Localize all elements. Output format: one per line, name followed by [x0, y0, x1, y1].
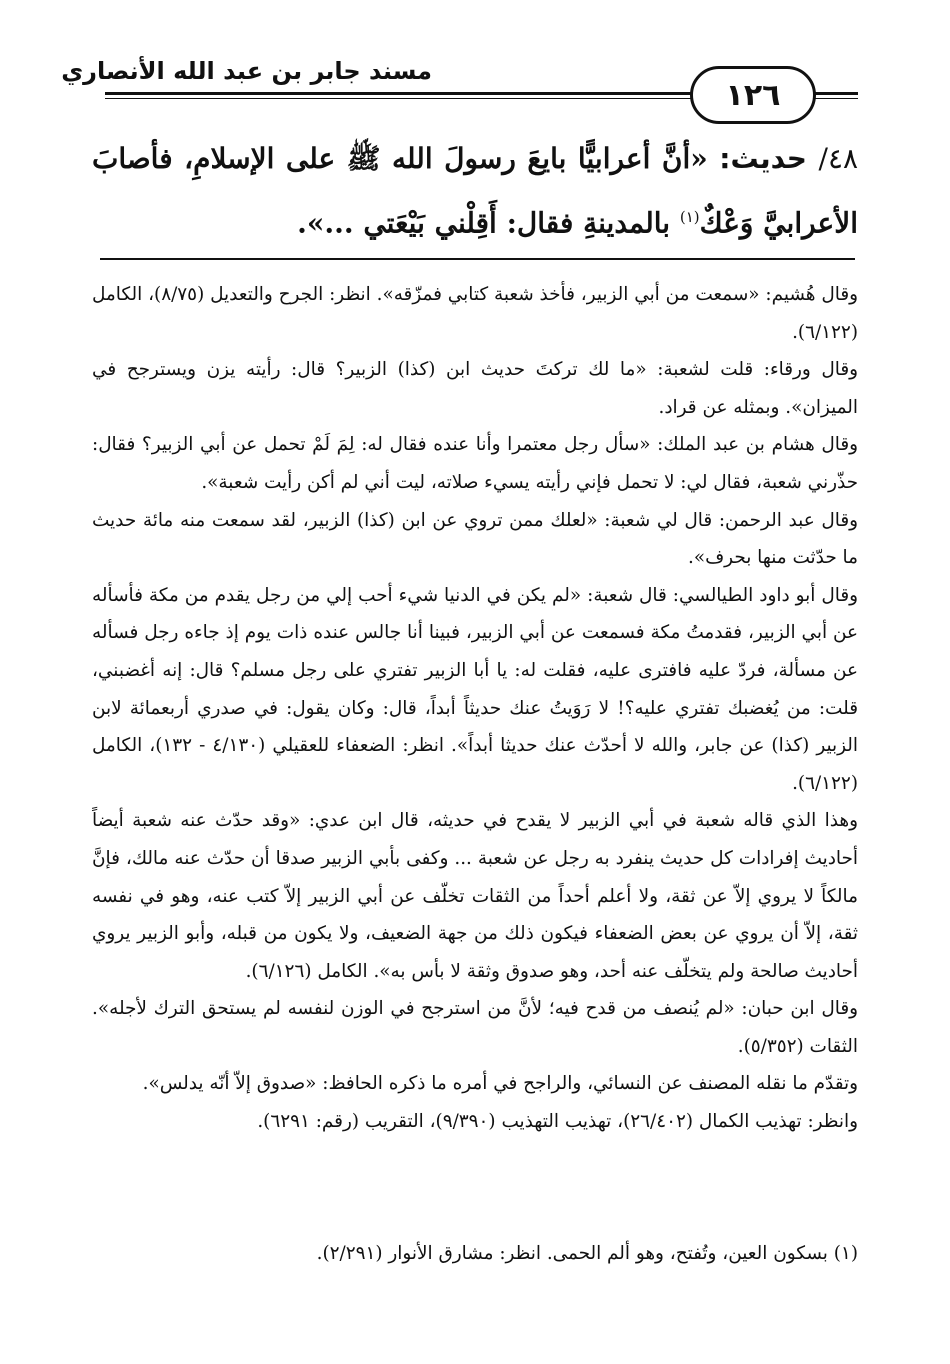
paragraph-hisham: وقال هشام بن عبد الملك: «سأل رجل معتمرا وأنا عنده فقال له: لِمَ لَمْ تحمل عن أبي الزبير؟ فقال: حذّرني شعبة، فقال لي: لا تحمل فإني رأيته يسيء صلاته، ليت أني لم أكن رأيت شعبة». [92, 434, 858, 493]
paragraph-tayalisi: وقال أبو داود الطيالسي: قال شعبة: «لم يكن في الدنيا شيء أحب إلي من رجل يقدم من مكة فأسأله عن أبي الزبير، فقدمتُ مكة فسمعت عن أبي الزبير، فبينا أنا جالس عنده ذات يوم إذ جاءه رجل فسأله عن مسألة، فردّ عليه فافترى عليه، فقلت له: يا أبا الزبير تفتري على رجل مسلم؟ قال: إنه أغضبني، قلت: من يُغضبك تفتري عليه؟! لا رَوَيتُ عنك حديثاً أبداً، قال: وكان يقول: في صدري أربعمائة لابن الزبير (كذا) عن جابر، والله لا أحدّث عنك حديثا أبداً». انظر: الضعفاء للعقيلي (٤/١٣٠ - ١٣٢)، الكامل (٦/١٢٢). [92, 584, 858, 794]
hadith-heading [92, 130, 858, 252]
hadith-number: ٤٨/ [818, 142, 859, 175]
page-number-badge [690, 66, 816, 124]
paragraph-nasai: وتقدّم ما نقله المصنف عن النسائي، والراجح في أمره ما ذكره الحافظ: «صدوق إلاّ أنّه يدلس». [142, 1073, 858, 1095]
footnote-marker[interactable]: (١) [679, 208, 700, 226]
hadith-text: «أنَّ أعرابيًّا بايعَ رسولَ الله ﷺ على الإسلامِ، فأصابَ الأعرابيَّ وَعْكٌ [92, 142, 858, 240]
paragraph-hushaym: وقال هُشيم: «سمعت من أبي الزبير، فأخذ شعبة كتابي فمزّقه». انظر: الجرح والتعديل (٨/٧٥)، الكامل (٦/١٢٢). [92, 284, 858, 343]
paragraph-warqa: وقال ورقاء: قلت لشعبة: «ما لك تركتَ حديث ابن (كذا) الزبير؟ قال: رأيته يزن ويسترجح في الميزان». وبمثله عن قراد. [92, 359, 858, 418]
paragraph-ibn-hibban: وقال ابن حبان: «لم يُنصف من قدح فيه؛ لأنَّ من استرجح في الوزن لنفسه لم يستحق الترك لأجله». الثقات (٥/٣٥٢). [92, 998, 858, 1057]
paragraph-references: وانظر: تهذيب الكمال (٢٦/٤٠٢)، تهذيب التهذيب (٩/٣٩٠)، التقريب (رقم: ٦٢٩١). [257, 1111, 858, 1133]
paragraph-ibn-adi: وهذا الذي قاله شعبة في أبي الزبير لا يقدح في حديثه، قال ابن عدي: «وقد حدّث عنه شعبة أيضاً أحاديث إفرادات كل حديث ينفرد به رجل عن شعبة ... وكفى بأبي الزبير صدقا أن حدّث عنه مالك، فإنَّ مالكاً لا يروي إلاّ عن ثقة، ولا أعلم أحداً من الثقات تخلّف عن أبي الزبير إلاّ كتب عنه، وهو في نفسه ثقة، إلاّ أن يروي عن بعض الضعفاء فيكون ذلك من جهة الضعيف، ولا يكون من قبله، وأبو الزبير يروي أحاديث صالحة ولم يتخلّف عنه أحد، وهو صدوق وثقة لا بأس به». الكامل (٦/١٢٦). [92, 810, 858, 982]
heading-divider [100, 258, 855, 260]
page-number: ١٢٦ [725, 77, 781, 113]
paragraph-abdulrahman: وقال عبد الرحمن: قال لي شعبة: «لعلك ممن تروي عن ابن (كذا) الزبير، لقد سمعت منه مائة حديث ما حدّثت منها بحرف». [92, 509, 858, 569]
commentary-text [92, 276, 858, 1141]
footnote: (١) بسكون العين، وتُفتح، وهو ألم الحمى. انظر: مشارق الأنوار (٢/٢٩١). [316, 1243, 858, 1264]
hadith-label: حديث: [719, 142, 807, 175]
hadith-text-end: بالمدينةِ فقال: أَقِلْني بَيْعَتي ...». [297, 206, 671, 240]
running-title: مسند جابر بن عبد الله الأنصاري [61, 57, 432, 85]
